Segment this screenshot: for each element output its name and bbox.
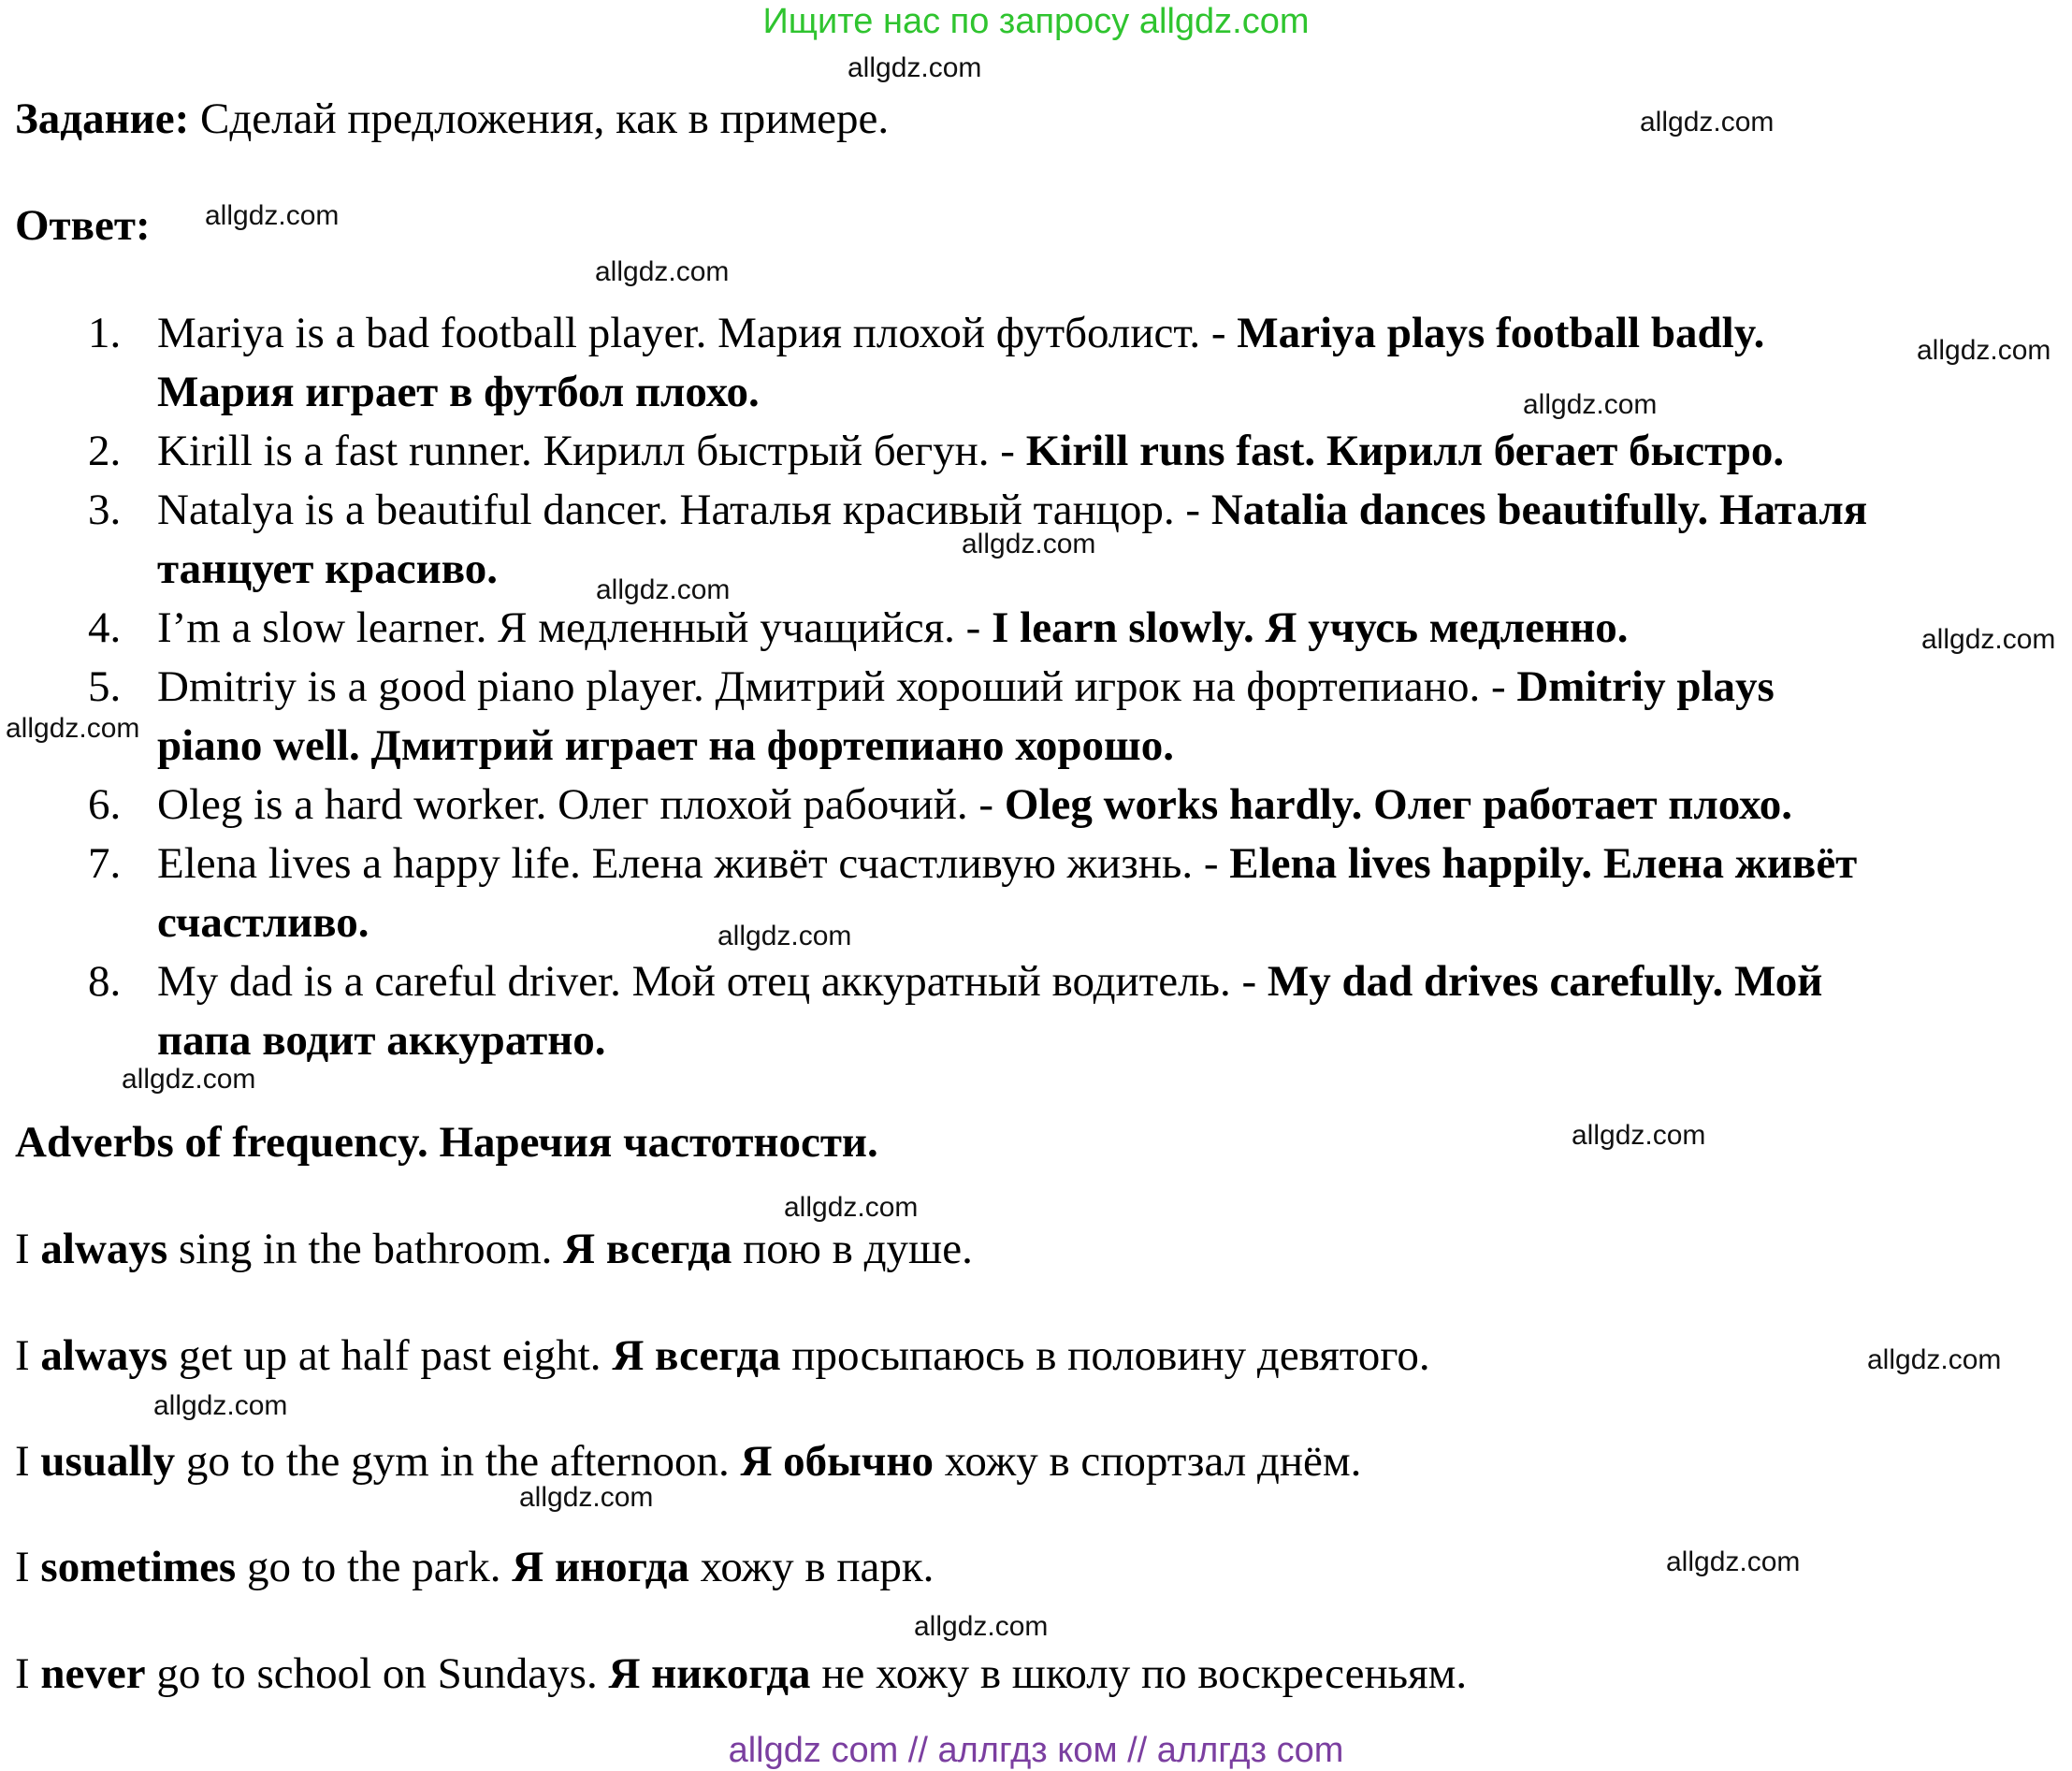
bold-text: always [40, 1225, 168, 1273]
text: I [15, 1437, 41, 1486]
adverb-sentence [15, 1437, 1362, 1486]
watermark: allgdz.com [848, 52, 982, 83]
list-item [157, 957, 1823, 1006]
text: пою в душе. [732, 1225, 973, 1273]
list-item-number: 3. [88, 486, 122, 534]
bold-text: usually [40, 1437, 176, 1486]
bold-text: Dmitriy plays [1516, 662, 1775, 711]
list-item [157, 309, 1765, 357]
text: Mariya is a bad football player. Мария плохой футболист. - [157, 309, 1238, 357]
list-item-number: 7. [88, 839, 122, 888]
top-banner: Ищите нас по запросу allgdz.com [762, 2, 1310, 41]
text: Natalya is a beautiful dancer. Наталья красивый танцор. - [157, 486, 1211, 534]
watermark: allgdz.com [595, 256, 730, 287]
footer-links[interactable]: allgdz com // аллгдз ком // аллгдз com [728, 1731, 1344, 1770]
bold-text: Elena lives happily. Елена живёт [1229, 839, 1858, 888]
adverb-sentence [15, 1649, 1468, 1698]
bold-text: piano well. Дмитрий играет на фортепиано хорошо. [157, 721, 1174, 770]
text: I [15, 1649, 41, 1698]
bold-text: Mariya plays football badly. [1237, 309, 1765, 357]
watermark: allgdz.com [914, 1611, 1049, 1642]
list-item [157, 488, 1867, 532]
watermark: allgdz.com [519, 1482, 654, 1513]
text: Dmitriy is a good piano player. Дмитрий хороший игрок на фортепиано. - [157, 662, 1517, 711]
watermark: allgdz.com [153, 1390, 288, 1421]
watermark: allgdz.com [784, 1192, 919, 1223]
bold-text: Oleg works hardly. Олег работает плохо. [1004, 780, 1793, 829]
text: My dad is a careful driver. Мой отец аккуратный водитель. - [157, 957, 1268, 1006]
list-item [157, 839, 1858, 888]
bold-text: always [40, 1331, 168, 1380]
text: get up at half past eight. [167, 1331, 613, 1380]
adverb-sentence [15, 1543, 935, 1591]
watermark: allgdz.com [1867, 1344, 2002, 1375]
bold-text: Я [512, 1543, 555, 1591]
list-item [157, 544, 499, 593]
list-item [157, 898, 369, 947]
answer-label: Ответ: [15, 201, 151, 250]
watermark: allgdz.com [1523, 389, 1658, 420]
text: Kirill is a fast runner. Кирилл быстрый бегун. - [157, 427, 1026, 475]
bold-text: Я [563, 1225, 606, 1273]
adverb-sentence [15, 1227, 973, 1271]
watermark: allgdz.com [1640, 107, 1775, 138]
watermark: allgdz.com [717, 921, 852, 951]
adverb-sentence [15, 1331, 1430, 1380]
bold-text: обычно [783, 1437, 934, 1486]
list-item-number: 2. [88, 427, 122, 475]
task-label: Задание: [15, 94, 190, 143]
list-item-number: 4. [88, 603, 122, 652]
text: Elena lives a happy life. Елена живёт счастливую жизнь. - [157, 839, 1230, 888]
bold-text: никогда [651, 1649, 811, 1698]
list-item [157, 780, 1793, 829]
watermark: allgdz.com [122, 1064, 256, 1095]
text: просыпаюсь в половину девятого. [780, 1331, 1430, 1380]
text: I [15, 1331, 41, 1380]
watermark: allgdz.com [962, 529, 1096, 559]
text: go to school on Sundays. [145, 1649, 609, 1698]
watermark: allgdz.com [1917, 335, 2051, 366]
bold-text: never [40, 1649, 146, 1698]
bold-text: счастливо. [157, 898, 369, 947]
text: I [15, 1543, 41, 1591]
bold-text: Я [608, 1649, 652, 1698]
text: I’m a slow learner. Я медленный учащийся. - [157, 603, 993, 652]
bold-text: Я [612, 1331, 656, 1380]
bold-text: танцует красиво. [157, 544, 499, 593]
list-item-number: 5. [88, 662, 122, 711]
bold-text: Kirill runs fast. Кирилл бегает быстро. [1025, 427, 1785, 475]
watermark: allgdz.com [596, 574, 731, 605]
list-item-number: 1. [88, 309, 122, 357]
watermark: allgdz.com [1666, 1546, 1801, 1577]
list-item [157, 1016, 606, 1065]
bold-text: всегда [605, 1225, 732, 1273]
text: хожу в парк. [688, 1543, 935, 1591]
bold-text: папа водит аккуратно. [157, 1016, 606, 1065]
text: I [15, 1225, 41, 1273]
bold-text: всегда [655, 1331, 781, 1380]
task-line [15, 94, 890, 143]
bold-text: Я [740, 1437, 784, 1486]
bold-text: sometimes [40, 1543, 237, 1591]
bold-text: иногда [554, 1543, 689, 1591]
watermark: allgdz.com [1572, 1120, 1706, 1151]
list-item [157, 603, 1629, 652]
bold-text: Natalia dances beautifully. Наталя [1210, 486, 1868, 534]
bold-text: My dad drives carefully. Мой [1267, 957, 1823, 1006]
bold-text: Мария играет в футбол плохо. [157, 368, 760, 416]
list-item [157, 429, 1784, 473]
watermark: allgdz.com [205, 200, 340, 231]
text: не хожу в школу по воскресеньям. [810, 1649, 1468, 1698]
bold-text: I learn slowly. Я учусь медленно. [992, 603, 1629, 652]
watermark: allgdz.com [1921, 624, 2056, 655]
adverbs-heading: Adverbs of frequency. Наречия частотности. [15, 1118, 878, 1167]
text: go to the gym in the afternoon. [175, 1437, 741, 1486]
text: хожу в спортзал днём. [933, 1437, 1362, 1486]
text: sing in the bathroom. [167, 1225, 564, 1273]
watermark: allgdz.com [6, 713, 140, 744]
text: go to the park. [236, 1543, 513, 1591]
text: Oleg is a hard worker. Олег плохой рабочий. - [157, 780, 1005, 829]
list-item-number: 6. [88, 780, 122, 829]
list-item [157, 721, 1174, 770]
list-item [157, 370, 760, 414]
list-item [157, 662, 1775, 711]
task-text: Сделай предложения, как в примере. [189, 94, 890, 143]
list-item-number: 8. [88, 957, 122, 1006]
